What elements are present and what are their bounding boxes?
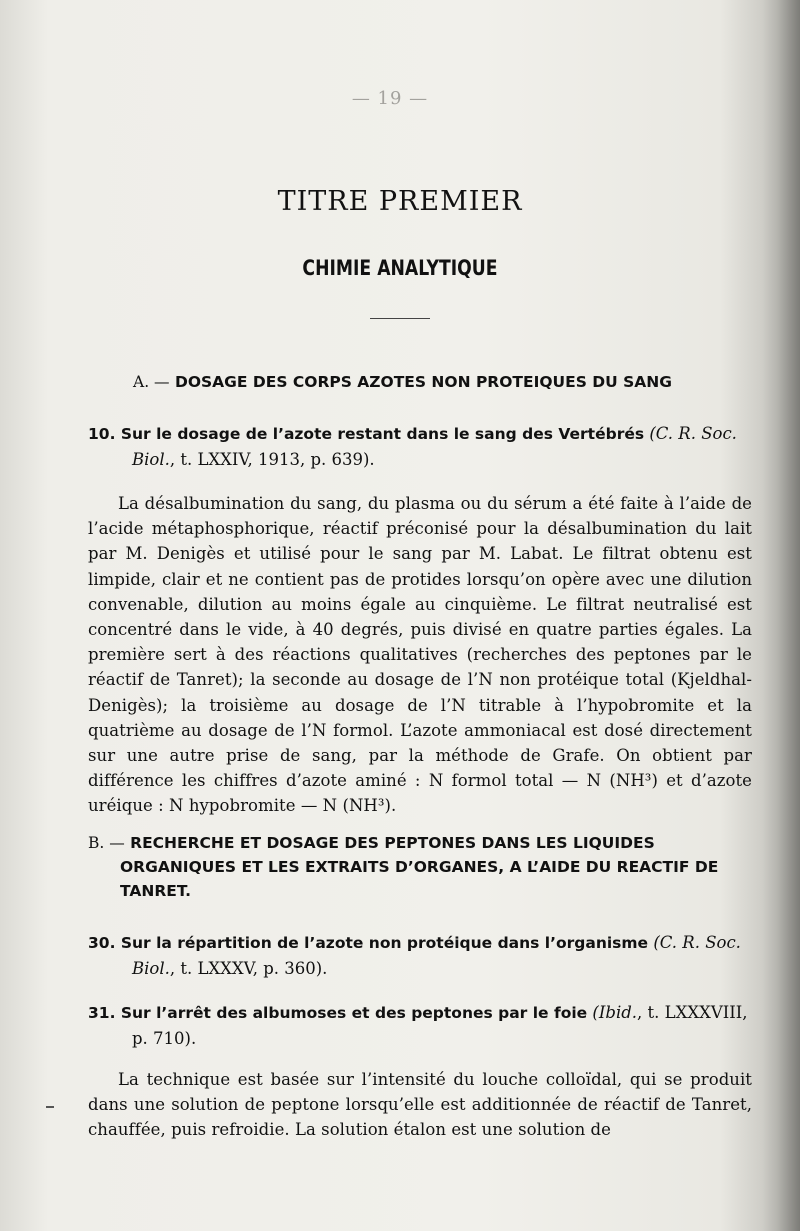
entry-10 <box>88 421 760 472</box>
entry-10-cite-open: (C. R. Soc. <box>649 424 737 443</box>
entry-10-journal: Biol. <box>132 450 170 469</box>
paragraph-desalbumination: La désalbumination du sang, du plasma ou du sérum a été faite à l’aide de l’acide métaphosphorique, réactif préconisé pour la désalbumination du lait par M. Denigès et utilisé pour le sang par M. Labat. Le filtrat obtenu est limpide, clair et ne contient pas de protides lorsqu’on opère avec une dilution convenable, dilution au moins égale au cinquième. Le filtrat neutralisé est concentré dans le vide, à 40 degrés, puis divisé en quatre parties égales. La première sert à des réactions qualitatives (recherches des peptones par le réactif de Tanret); la seconde au dosage de l’N non protéique total (Kjeldhal-Denigès); la troisième au dosage de l’N titrable à l’hypobromite et la quatrième au dosage de l’N formol. L’azote ammoniacal est dosé directement sur une autre prise de sang, par la méthode de Grafe. On obtient par différence les chiffres d’azote aminé : N formol total — N (NH³) et d’azote uréique : N hypobromite — N (NH³). <box>88 494 752 816</box>
section-a-title: DOSAGE DES CORPS AZOTES NON PROTEIQUES DU SANG <box>174 373 672 391</box>
section-b-prefix: B. — <box>88 834 125 852</box>
section-b-line-2: ORGANIQUES ET LES EXTRAITS D’ORGANES, A L’AIDE DU REACTIF DE <box>120 858 719 876</box>
page-title: TITRE PREMIER <box>277 186 523 217</box>
entry-30 <box>88 930 760 981</box>
entry-30-title: 30. Sur la répartition de l’azote non protéique dans l’organisme <box>88 934 649 952</box>
entry-10-title: 10. Sur le dosage de l’azote restant dans le sang des Vertébrés <box>88 425 645 443</box>
section-a-heading <box>133 370 672 394</box>
section-b-heading <box>88 831 718 903</box>
entry-31-cite-open: (Ibid. <box>592 1003 638 1022</box>
entry-10-cite-rest: , t. LXXIV, 1913, p. 639). <box>169 450 375 469</box>
section-b-line-3: TANRET. <box>120 882 191 900</box>
entry-31-cite-rest-2: p. 710). <box>132 1029 197 1048</box>
entry-30-journal: Biol. <box>132 959 170 978</box>
page-subtitle: CHIMIE ANALYTIQUE <box>302 256 498 280</box>
entry-31 <box>88 1000 760 1051</box>
section-a-prefix: A. — <box>133 373 170 391</box>
section-b-line-1: RECHERCHE ET DOSAGE DES PEPTONES DANS LES LIQUIDES <box>130 834 655 852</box>
paragraph-technique: La technique est basée sur l’intensité du louche colloïdal, qui se produit dans une solution de peptone lorsqu’elle est additionnée de réactif de Tanret, chauffée, puis refroidie. La solution étalon est une solution de <box>88 1070 752 1140</box>
spine-shadow <box>762 0 800 1231</box>
entry-30-cite-open: (C. R. Soc. <box>653 933 741 952</box>
entry-31-cite-rest-1: , t. LXXXVIII, <box>637 1003 748 1022</box>
entry-31-title: 31. Sur l’arrêt des albumoses et des peptones par le foie <box>88 1004 588 1022</box>
entry-30-cite-rest: , t. LXXXV, p. 360). <box>169 959 328 978</box>
page-folio: — 19 — <box>351 88 429 109</box>
stray-ink-mark <box>46 1106 54 1108</box>
title-rule <box>370 318 430 319</box>
